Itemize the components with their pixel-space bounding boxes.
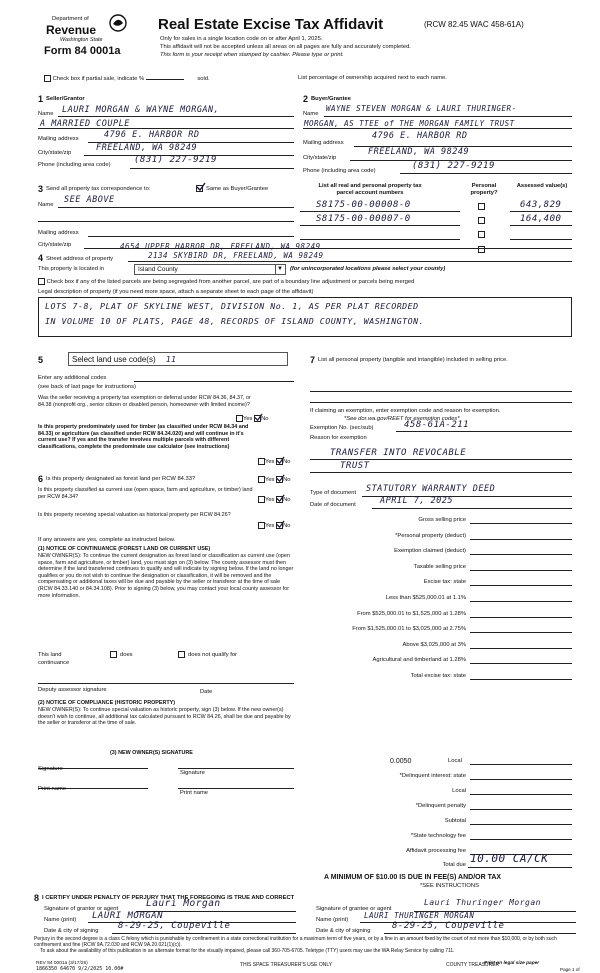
partial-sale-row <box>44 75 210 83</box>
street-line2[interactable]: 2134 SKYBIRD DR, FREELAND, WA 98249 <box>148 251 324 260</box>
street-section-number: 4 <box>38 253 44 263</box>
yes-label: Yes <box>265 477 275 484</box>
form-number: Form 84 0001a <box>44 45 121 57</box>
parcel-col-header: List all real and personal property tax parcel account numbers <box>318 183 422 197</box>
assessed-value-1[interactable]: 643,829 <box>520 200 562 210</box>
yes-label: Yes <box>243 416 253 423</box>
correspondence-label: Send all property tax correspondence to: <box>46 186 151 192</box>
checkmark-icon <box>254 413 263 422</box>
perjury-text: Perjury in the second degree is a class C felony which is punishable by confinement in a state correctional institution for a maximum term of five years, or by a fine in an amount fixed by the court of not more than $10,000, or by both such confinement and fine (RCW 9A.72.030 and RCW 9A.20.021(1)(c)). <box>34 936 557 948</box>
sec5-number: 5 <box>38 355 44 365</box>
delinquent-state-label: *Delinquent interest: state <box>399 773 466 779</box>
tax-row-field[interactable] <box>470 570 572 571</box>
local-rate: 0.0050 <box>390 758 412 765</box>
buyer-mailing-label: Mailing address <box>303 140 344 146</box>
processing-fee-label: Affidavit processing fee <box>406 848 466 854</box>
correspondence-name[interactable]: SEE ABOVE <box>64 195 115 205</box>
sec6-q2-yes-checkbox[interactable] <box>258 496 265 503</box>
notice1-title: (1) NOTICE OF CONTINUANCE (FOREST LAND OR CURRENT USE) <box>38 546 211 552</box>
dept-line2: Revenue <box>46 23 97 37</box>
tax-row-label: *Personal property (deduct) <box>395 533 466 539</box>
sec7-label: List all personal property (tangible and intangible) included in selling price. <box>318 357 508 363</box>
buyer-phone[interactable]: (831) 227-9219 <box>412 161 495 171</box>
wac-value[interactable]: 458-61A-211 <box>404 420 470 430</box>
notice2-body: NEW OWNER(S): To continue special valuation as historic property, sign (3) below. If the new owner(s) doesn't wish to continue, all additional tax calculated pursuant to RCW 84.26, shall be due and payable by the seller or transferor at the time of sale. <box>38 707 291 727</box>
tax-row-label: Total excise tax: state <box>410 673 466 679</box>
doc-date-label: Date of document <box>310 502 356 508</box>
sec5-q2: Is this property predominately used for timber (as classified under RCW 84.34 and 84.33) or agriculture (as classified under RCW 84.34.020) and will continue in it's current use? If yes and the transfer involves multiple parcels with different classifications, complete the predominate use calculator (see instructions) <box>38 424 249 450</box>
sec6-q2: Is this property classified as current use (open space, farm and agriculture, or timber) land per RCW 84.34? <box>38 487 253 500</box>
grantor-sig-label: Signature of grantor or agent <box>44 906 119 912</box>
page-number: Page 1 of <box>560 967 580 972</box>
see-instructions: *SEE INSTRUCTIONS <box>420 883 479 889</box>
new-owner-print-label-1: Print name <box>38 786 67 792</box>
grantor-date-value[interactable]: 8-29-25, Coupeville <box>118 921 231 931</box>
seller-mailing-label: Mailing address <box>38 136 79 142</box>
boundary-row <box>38 278 414 286</box>
alternate-format-text: To ask about the availability of this publication in an alternate format for the visually impaired, please call 360-705-6705. Teletype (TTY) users may use the WA Relay Service by calling 711. <box>40 948 455 954</box>
tax-row-label: Taxable selling price <box>413 564 466 570</box>
treasurer-use-only: THIS SPACE TREASURER'S USE ONLY <box>240 962 333 968</box>
list-percentage-note: List percentage of ownership acquired next to each name. <box>298 75 447 81</box>
reason-line2[interactable]: TRUST <box>340 461 370 471</box>
correspondence-section-number: 3 <box>38 184 44 194</box>
seller-city[interactable]: FREELAND, WA 98249 <box>96 143 198 153</box>
correspondence-mailing-label: Mailing address <box>38 230 79 236</box>
doc-type-value[interactable]: STATUTORY WARRANTY DEED <box>366 484 496 494</box>
exempt-label: If claiming an exemption, enter exemption code and reason for exemption. <box>310 408 501 414</box>
sec6-q1-yes-checkbox[interactable] <box>258 476 265 483</box>
local-label: Local <box>448 758 462 764</box>
buyer-city-label: City/state/zip <box>303 155 337 161</box>
checkmark-icon <box>276 474 285 483</box>
minimum-note: A MINIMUM OF $10.00 IS DUE IN FEE(S) AND/OR TAX <box>324 874 502 881</box>
county-note: (for unincorporated locations please select your county) <box>290 266 446 272</box>
total-due-value[interactable]: 10.00 CA/CK <box>470 852 549 865</box>
seller-mailing[interactable]: 4796 E. HARBOR RD <box>104 130 200 140</box>
does-not-label: does not qualify for <box>188 652 237 658</box>
tax-row-field[interactable] <box>470 585 572 586</box>
no-label: No <box>261 416 269 423</box>
sec5-q2-answer <box>258 458 291 466</box>
notice1-body: NEW OWNER(S): To continue the current designation as forest land or classification as current use (open space, farm and agriculture, or timber) land, you must sign on (3) below. The county assessor must then determine if the land transferred continues to qualify and will indicate by signing below. If the land no longer qualifies or you do not wish to continue the designation or classification, it will be removed and the compensating or additional taxes will be due and payable by the seller or transferor at the time of sale (RCW 84.33.140 or 84.34.108). Prior to signing (3) below, you may contact your local county assessor for more information. <box>38 553 294 599</box>
new-owner-print-label-2: Print name <box>180 790 209 796</box>
rev-number: REV 84 0001a (3/17/25) <box>36 961 88 966</box>
partial-sale-checkbox[interactable] <box>44 75 51 82</box>
tax-row-field[interactable] <box>470 679 572 680</box>
header-note2: This affidavit will not be accepted unless all areas on all pages are fully and accurately completed. <box>160 44 411 50</box>
grantee-date-value[interactable]: 8-29-25, Coupeville <box>392 921 505 931</box>
seller-name-label: Name <box>38 111 54 117</box>
sec6-q3-no-checkbox[interactable] <box>276 522 283 529</box>
reason-label: Reason for exemption <box>310 435 367 441</box>
parcel-number-1[interactable]: S8175-00-00008-0 <box>316 200 411 210</box>
notice3-title: (3) NEW OWNER(S) SIGNATURE <box>110 750 193 756</box>
sec6-q3: Is this property receiving special valuation as historical property per RCW 84.26? <box>38 512 231 518</box>
tax-row-label: Agricultural and timberland at 1.28% <box>372 657 466 663</box>
partial-sale-sold: sold. <box>197 76 210 83</box>
legal-line2: IN VOLUME 10 OF PLATS, PAGE 48, RECORDS OF ISLAND COUNTY, WASHINGTON. <box>45 316 425 326</box>
tax-row-field[interactable] <box>470 523 572 524</box>
does-label: does <box>120 652 133 658</box>
personal-property-checkbox-3[interactable] <box>478 231 485 238</box>
sec6-q1-no-checkbox[interactable] <box>276 476 283 483</box>
grantee-sig-label: Signature of grantee or agent <box>316 906 392 912</box>
sec6-q3-yes-checkbox[interactable] <box>258 522 265 529</box>
tax-row-label: Gross selling price <box>418 517 466 523</box>
same-as-buyer-label: Same as Buyer/Grantee <box>206 186 269 192</box>
seller-phone[interactable]: (831) 227-9219 <box>134 155 217 165</box>
no-label: No <box>283 523 291 530</box>
form-title: Real Estate Excise Tax Affidavit <box>158 16 384 33</box>
header-note3: This form is your receipt when stamped by cashier. Please type or print. <box>160 52 344 58</box>
tax-row-field[interactable] <box>470 539 572 540</box>
form-rcw: (RCW 82.45 WAC 458-61A) <box>424 20 524 29</box>
checkmark-icon <box>276 494 285 503</box>
grantee-name-label: Name (print) <box>316 917 349 923</box>
see-back-note: (see back of last page for instructions) <box>38 384 136 390</box>
sec5-q1-yes-checkbox[interactable] <box>236 415 243 422</box>
wac-label: Exemption No. (sec/sub) <box>310 425 374 431</box>
buyer-mailing[interactable]: 4796 E. HARBOR RD <box>372 131 468 141</box>
seller-section-label: Seller/Grantor <box>46 96 85 102</box>
seller-city-label: City/state/zip <box>38 150 72 156</box>
seller-name2[interactable]: A MARRIED COUPLE <box>40 119 130 129</box>
seller-phone-label: Phone (including area code) <box>38 162 111 168</box>
no-label: No <box>283 477 291 484</box>
buyer-phone-label: Phone (including area code) <box>303 168 376 174</box>
tax-row-field[interactable] <box>470 554 572 555</box>
county-select-value: Island County <box>138 266 178 273</box>
certify-text: I CERTIFY UNDER PENALTY OF PERJURY THAT THE FOREGOING IS TRUE AND CORRECT <box>42 895 295 901</box>
wa-seal-icon <box>108 13 128 33</box>
legal-label: Legal description of property (if you need more space, attach a separate sheet to each page of the affidavit) <box>38 289 314 295</box>
tax-row-field[interactable] <box>470 601 572 602</box>
sec6-q1-answer <box>258 476 291 484</box>
tax-row-label: From $1,525,000.01 to $3,025,000 at 2.75% <box>352 626 466 632</box>
grantee-signature[interactable]: Lauri Thuringer Morgan <box>424 898 541 907</box>
grantor-name-print[interactable]: LAURI MORGAN <box>92 911 164 921</box>
seller-section-number: 1 <box>38 94 44 104</box>
reason-line1[interactable]: TRANSFER INTO REVOCABLE <box>330 448 467 458</box>
buyer-section-label: Buyer/Grantee <box>311 96 351 102</box>
doc-type-label: Type of document <box>310 490 357 496</box>
legal-paper-note: Print on legal size paper <box>484 961 540 966</box>
does-not-checkbox[interactable] <box>178 651 185 658</box>
grantee-date-label: Date & city of signing <box>316 928 371 934</box>
located-label: This property is located in <box>38 266 105 272</box>
boundary-label: Check box if any of the listed parcels are being segregated from another parcel, are part of a boundary line adjustment or parcels being merged <box>46 279 415 286</box>
tech-fee-label: *State technology fee <box>410 833 466 839</box>
yes-label: Yes <box>265 523 275 530</box>
street-line1[interactable]: 4654 UPPER HARBOR DR, FREELAND, WA 98249 <box>120 242 321 251</box>
exempt-link[interactable]: *See dor.wa.gov/REET for exemption codes* <box>344 416 460 422</box>
street-label: Street address of property <box>46 256 114 262</box>
grantor-signature[interactable]: Lauri Morgan <box>146 898 221 909</box>
tax-row-label: Less than $525,000.01 at 1.1% <box>385 595 466 601</box>
legal-description-box[interactable] <box>38 297 572 337</box>
grantee-name-print[interactable]: LAURI THURINGER MORGAN <box>364 911 475 920</box>
correspondence-name-label: Name <box>38 202 54 208</box>
tax-row-field[interactable] <box>470 632 572 633</box>
yes-label: Yes <box>265 459 275 466</box>
continuance-label: continuance <box>38 660 70 666</box>
dept-line3: Washington State <box>60 37 103 43</box>
tax-row-label: From $525,000.01 to $1,525,000 at 1.28% <box>357 611 466 617</box>
dept-line1: Department of <box>52 16 89 22</box>
correspondence-city-label: City/state/zip <box>38 242 72 248</box>
grantor-date-label: Date & city of signing <box>44 928 99 934</box>
local2-label: Local <box>452 788 466 794</box>
header-note1: Only for sales in a single location code on or after April 1, 2025. <box>160 36 323 42</box>
personal-property-checkbox-1[interactable] <box>478 203 485 210</box>
checkmark-icon <box>196 182 206 192</box>
sec6-number: 6 <box>38 474 44 484</box>
total-due-label: Total due <box>442 862 466 868</box>
parcel-number-2[interactable]: S8175-00-00007-0 <box>316 214 411 224</box>
does-checkbox[interactable] <box>110 651 117 658</box>
sec5-q2-no-checkbox[interactable] <box>276 458 283 465</box>
county-select[interactable] <box>134 264 286 275</box>
sec5-q1-answer <box>236 415 269 423</box>
county-treasurer: COUNTY TREASURER <box>446 962 500 968</box>
buyer-name[interactable]: WAYNE STEVEN MORGAN & LAURI THURINGER- <box>326 104 517 113</box>
sec6-q2-no-checkbox[interactable] <box>276 496 283 503</box>
legal-line1: LOTS 7-8, PLAT OF SKYLINE WEST, DIVISION No. 1, AS PER PLAT RECORDED <box>45 301 419 311</box>
no-label: No <box>283 459 291 466</box>
land-use-label: Select land use code(s) <box>72 355 156 364</box>
new-owner-signature-label-2: Signature <box>180 770 205 776</box>
additional-codes-label: Enter any additional codes <box>38 375 107 381</box>
tax-row-label: Excise tax: state <box>423 579 466 585</box>
seller-name[interactable]: LAURI MORGAN & WAYNE MORGAN, <box>62 105 220 115</box>
sec6-q1: Is this property designated as forest land per RCW 84.33? <box>46 476 196 482</box>
sec7-number: 7 <box>310 355 316 365</box>
notice2-title: (2) NOTICE OF COMPLIANCE (HISTORIC PROPERTY) <box>38 700 176 706</box>
boundary-checkbox[interactable] <box>38 278 45 285</box>
assessed-value-col-header: Assessed value(s) <box>516 183 568 189</box>
sec5-q1-no-checkbox[interactable] <box>254 415 261 422</box>
yes-label: Yes <box>265 497 275 504</box>
delinquent-penalty-label: *Delinquent penalty <box>415 803 466 809</box>
partial-sale-label: Check box if partial sale, indicate % <box>52 76 145 83</box>
personal-property-checkbox-4[interactable] <box>478 246 485 253</box>
new-owner-signature-label-1: Signature <box>38 766 63 772</box>
sec6-q2-answer <box>258 496 291 504</box>
assessed-value-2[interactable]: 164,400 <box>520 214 562 224</box>
land-use-value: 11 <box>165 355 177 364</box>
sec6-q3-answer <box>258 522 291 530</box>
deputy-date-label: Date <box>200 689 213 695</box>
sec5-q2-yes-checkbox[interactable] <box>258 458 265 465</box>
buyer-name2[interactable]: MORGAN, AS TTEE of THE MORGAN FAMILY TRUST <box>304 119 515 128</box>
sec8-number: 8 <box>34 893 40 903</box>
cashier-stamp: 1866350 64670 9/2/2025 10.00# <box>36 966 124 972</box>
chevron-down-icon: ▼ <box>275 265 284 274</box>
deputy-label: Deputy assessor signature <box>38 687 107 693</box>
checkmark-icon <box>276 520 285 529</box>
tax-row-label: Exemption claimed (deduct) <box>394 548 466 554</box>
buyer-city[interactable]: FREELAND, WA 98249 <box>368 147 470 157</box>
land-use-select[interactable] <box>68 352 288 366</box>
no-label: No <box>283 497 291 504</box>
sec6-note: If any answers are yes, complete as instructed below. <box>38 537 176 543</box>
tax-row-field[interactable] <box>470 648 572 649</box>
buyer-section-number: 2 <box>303 94 309 104</box>
doc-date-value[interactable]: APRIL 7, 2025 <box>380 496 454 506</box>
tax-row-label: Above $3,025,000 at 3% <box>402 642 466 648</box>
sec5-q1: Was the seller receiving a property tax exemption or deferral under RCW 84.36, 84.37, or 84.38 (nonprofit org., senior citizen or disabled person, homeowner with limited income)? <box>38 395 251 408</box>
subtotal-label: Subtotal <box>444 818 466 824</box>
checkmark-icon <box>276 456 285 465</box>
this-land-label: This land <box>38 652 62 658</box>
personal-property-col-header: Personal property? <box>470 183 498 197</box>
buyer-name-label: Name <box>303 111 319 117</box>
tax-row-field[interactable] <box>470 617 572 618</box>
tax-row-field[interactable] <box>470 663 572 664</box>
personal-property-checkbox-2[interactable] <box>478 217 485 224</box>
grantor-name-label: Name (print) <box>44 917 77 923</box>
